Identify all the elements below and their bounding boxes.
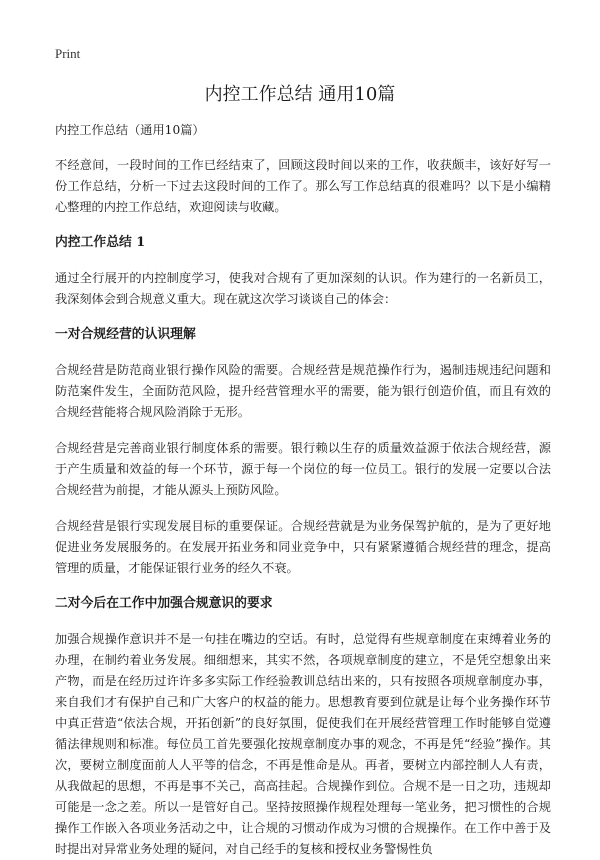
part-one-heading: 一对合规经营的认识理解 xyxy=(55,327,196,342)
print-label: Print xyxy=(55,46,81,61)
document-subtitle: 内控工作总结（通用10篇） xyxy=(55,123,205,137)
paragraph: 合规经营是完善商业银行制度体系的需要。银行赖以生存的质量效益源于依法合规经营，源于产生质量和效益的每一个环节，源于每一个岗位的每一位员工。银行的发展一定要以合法合规经营为前提，才能从源头上预防风险。 xyxy=(55,441,551,497)
document-title: 内控工作总结 通用10篇 xyxy=(204,84,396,105)
paragraph: 合规经营是银行实现发展目标的重要保证。合规经营就是为业务保驾护航的，是为了更好地促进业务发展服务的。在发展开拓业务和同业竞争中，只有紧紧遵循合规经营的理念，提高管理的质量，才能保证银行业务的经久不衰。 xyxy=(55,519,551,575)
section-heading: 内控工作总结 1 xyxy=(55,235,146,250)
section-intro-paragraph: 通过全行展开的内控制度学习，使我对合规有了更加深刻的认识。作为建行的一名新员工，我深刻体会到合规意义重大。现在就这次学习谈谈自己的体会： xyxy=(55,271,551,306)
part-two-heading: 二对今后在工作中加强合规意识的要求 xyxy=(55,596,273,611)
paragraph: 加强合规操作意识并不是一句挂在嘴边的空话。有时，总觉得有些规章制度在束缚着业务的办理，在制约着业务发展。细细想来，其实不然，各项规章制度的建立，不是凭空想象出来产物，而是在经历过许许多多实际工作经验教训总结出来的，只有按照各项规章制度办事，来自我们才有保护自己和广大客户的权益的能力。思想教育要到位就是让每个业务操作环节中真正营造“依法合规，开拓创新”的良好氛围，促使我们在开展经营管理工作时能够自觉遵循法律规则和标准。每位员工首先要强化按规章制度办事的观念，不再是凭“经验”操作。其次，要树立制度面前人人平等的信念，不再是惟命是从。再者，要树立内部控制人人有责，从我做起的思想，不再是事不关己，高高挂起。合规操作到位。合规不是一日之功，违规却可能是一念之差。所以一是管好自己。坚持按照操作规程处理每一笔业务，把习惯性的合规操作工作嵌入各项业务活动之中，让合规的习惯动作成为习惯的合规操作。在工作中善于及时提出对异常业务处理的疑问，对自己经手的复核和授权业务警惕性负 xyxy=(55,632,551,856)
document-body xyxy=(55,120,551,860)
paragraph: 合规经营是防范商业银行操作风险的需要。合规经营是规范操作行为，遏制违规违纪问题和防范案件发生，全面防范风险，提升经营管理水平的需要，能为银行创造价值，而且有效的合规经营能将合规风险消除于无形。 xyxy=(55,363,551,419)
intro-paragraph: 不经意间，一段时间的工作已经结束了，回顾这段时间以来的工作，收获颇丰，该好好写一份工作总结，分析一下过去这段时间的工作了。那么写工作总结真的很难吗？以下是小编精心整理的内控工作总结，欢迎阅读与收藏。 xyxy=(55,158,551,214)
